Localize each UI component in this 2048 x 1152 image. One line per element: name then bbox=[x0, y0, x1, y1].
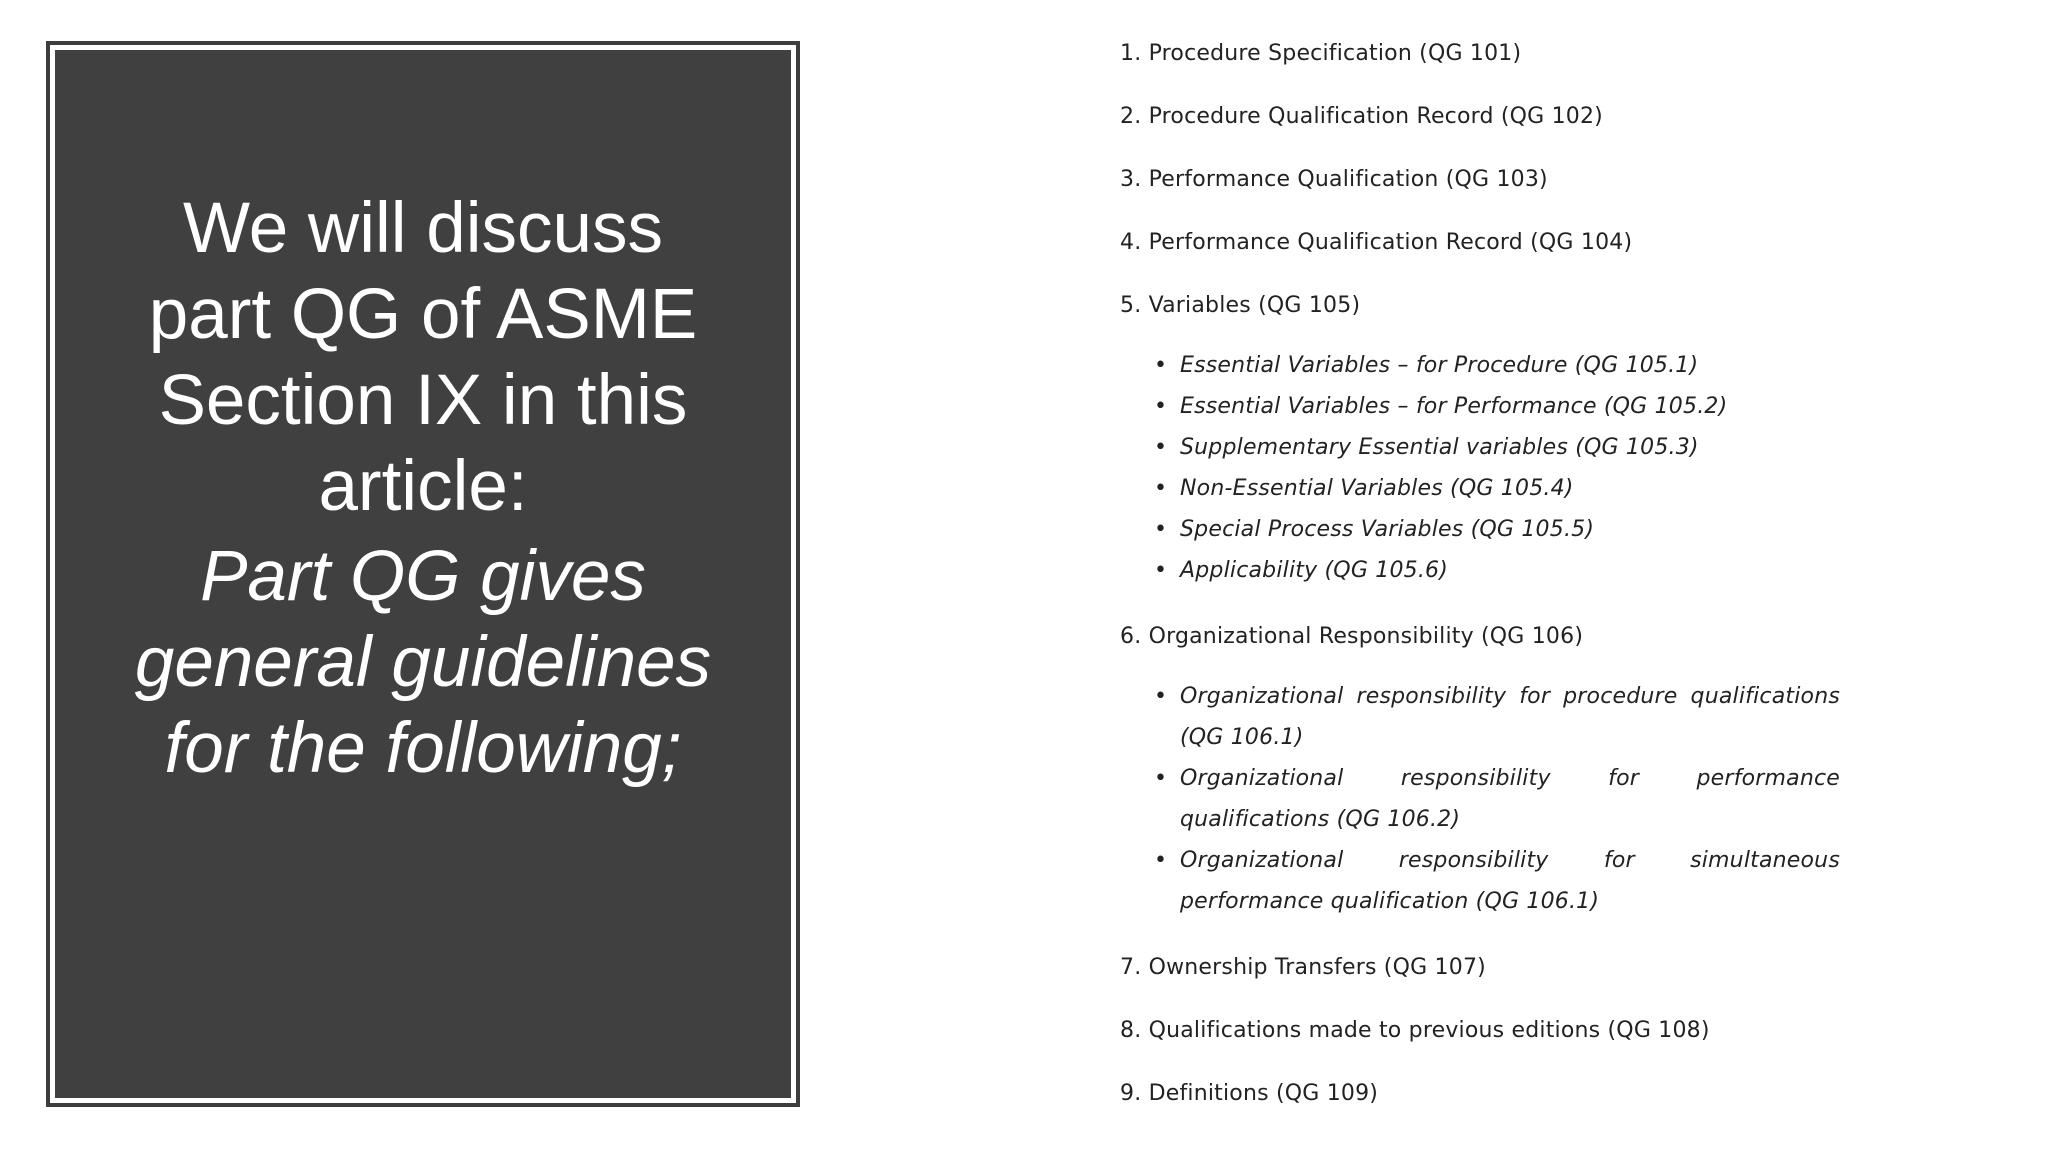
variables-sublist bbox=[1120, 345, 1840, 591]
sub-list-item: • Non-Essential Variables (QG 105.4) bbox=[1120, 468, 1840, 509]
sub-list-item: • Supplementary Essential variables (QG 105.3) bbox=[1120, 427, 1840, 468]
panel-sub-line: Part QG gives bbox=[200, 537, 646, 616]
list-item: 8. Qualifications made to previous editions (QG 108) bbox=[1120, 1018, 1710, 1043]
panel-heading-line: part QG of ASME bbox=[148, 275, 698, 354]
panel-sub-line: for the following; bbox=[164, 709, 682, 788]
panel-heading-line: We will discuss bbox=[182, 189, 663, 268]
list-item: 2. Procedure Qualification Record (QG 102) bbox=[1120, 104, 1603, 129]
list-item: 9. Definitions (QG 109) bbox=[1120, 1081, 1379, 1106]
panel-subheading bbox=[103, 534, 743, 792]
title-panel bbox=[46, 41, 800, 1107]
sub-list-item: • Organizational responsibility for procedure qualifications (QG 106.1) bbox=[1120, 676, 1840, 758]
sub-list-item: • Organizational responsibility for performance qualifications (QG 106.2) bbox=[1120, 758, 1840, 840]
responsibility-sublist bbox=[1120, 676, 1840, 922]
sub-list-item: • Essential Variables – for Procedure (QG 105.1) bbox=[1120, 345, 1840, 386]
list-item: 4. Performance Qualification Record (QG 104) bbox=[1120, 230, 1633, 255]
list-item: 1. Procedure Specification (QG 101) bbox=[1120, 41, 1522, 66]
sub-list-item: • Essential Variables – for Performance (QG 105.2) bbox=[1120, 386, 1840, 427]
list-item: 7. Ownership Transfers (QG 107) bbox=[1120, 955, 1486, 980]
panel-sub-line: general guidelines bbox=[134, 623, 712, 702]
list-item: 3. Performance Qualification (QG 103) bbox=[1120, 167, 1548, 192]
panel-heading-line: Section IX in this bbox=[158, 361, 688, 440]
qg-contents-list bbox=[1120, 28, 1840, 1131]
list-item: 6. Organizational Responsibility (QG 106) bbox=[1120, 624, 1584, 649]
sub-list-item: • Special Process Variables (QG 105.5) bbox=[1120, 509, 1840, 550]
title-panel-inner bbox=[55, 50, 791, 1098]
sub-list-item: • Organizational responsibility for simultaneous performance qualification (QG 106.1) bbox=[1120, 840, 1840, 922]
panel-heading-line: article: bbox=[318, 447, 528, 526]
sub-list-item: • Applicability (QG 105.6) bbox=[1120, 550, 1840, 591]
list-item: 5. Variables (QG 105) bbox=[1120, 293, 1361, 318]
panel-heading bbox=[103, 186, 743, 530]
